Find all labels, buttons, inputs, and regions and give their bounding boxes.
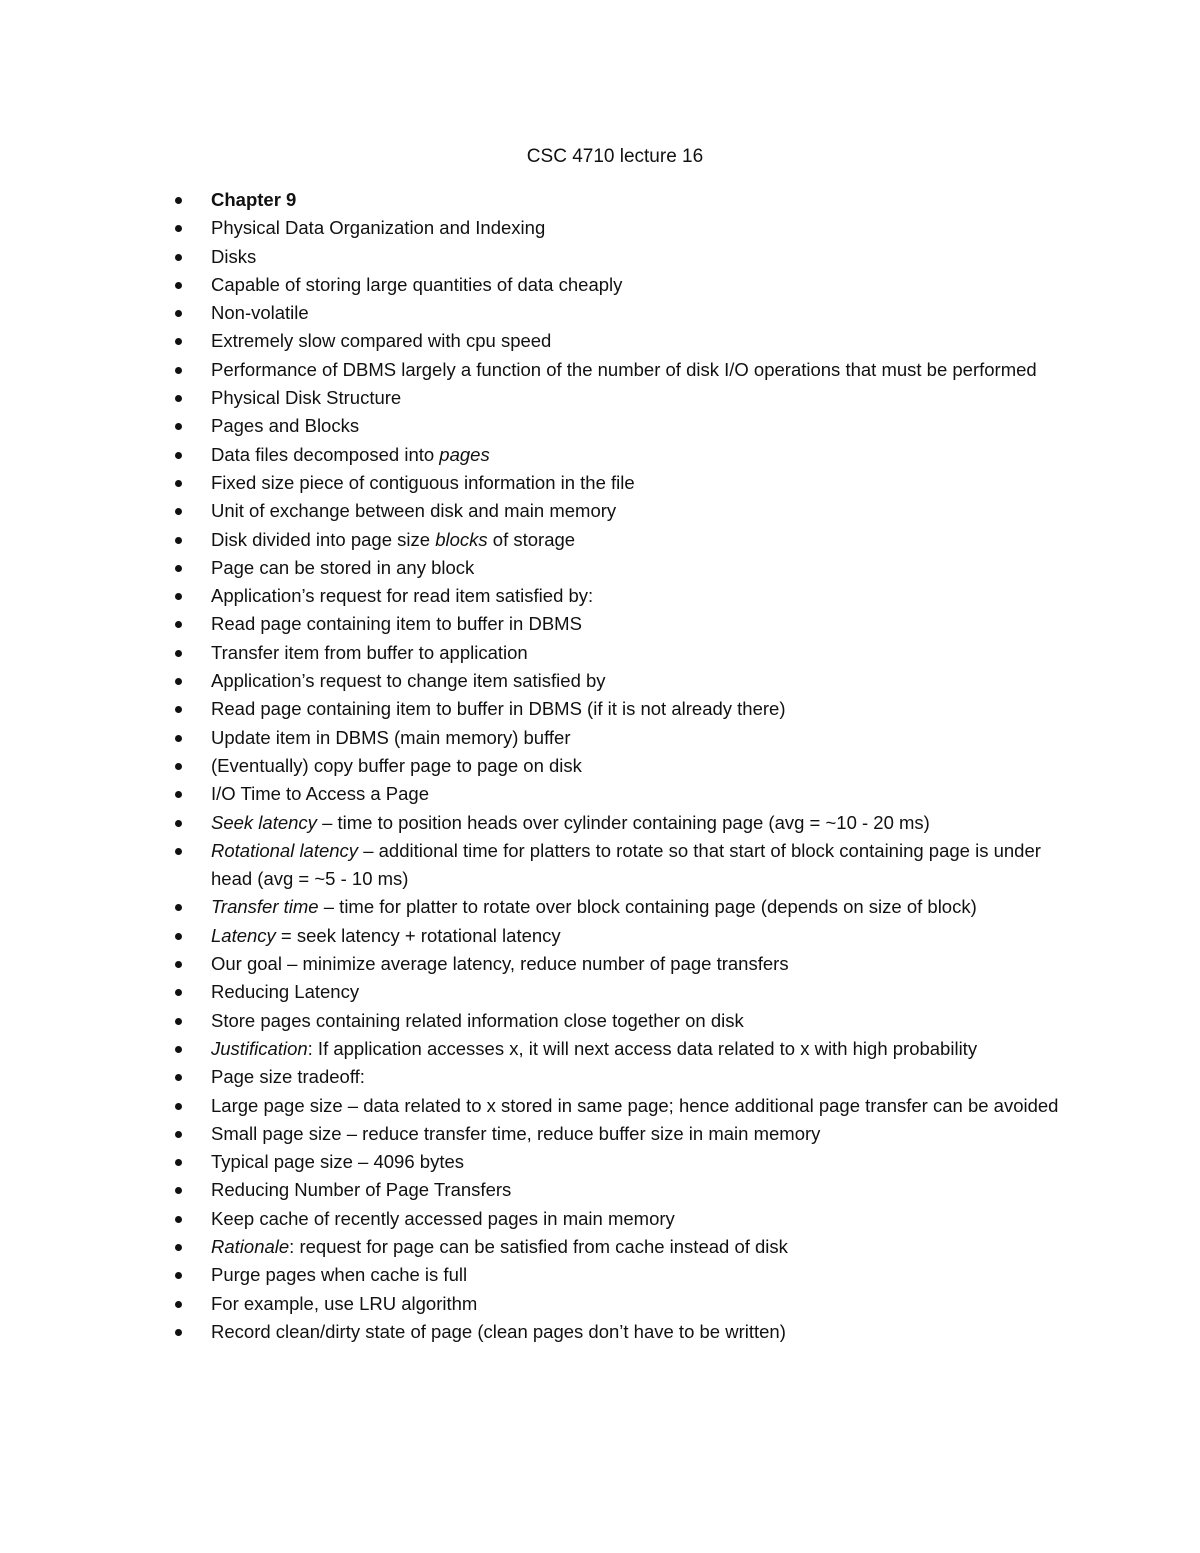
list-item-emphasis: blocks: [435, 528, 488, 550]
bullet-dot-icon: [175, 820, 182, 827]
list-item-body: – time for platter to rotate over block containing page (depends on size of block): [318, 896, 977, 918]
bullet-dot-icon: [175, 735, 182, 742]
list-item-text: [211, 639, 1070, 667]
list-item-emphasis: Seek latency: [211, 811, 317, 833]
list-item-text: [211, 327, 1070, 355]
list-item-text: [211, 1148, 1070, 1176]
bullet-dot-icon: [175, 678, 182, 685]
list-item: [0, 441, 1200, 469]
bullet-dot-icon: [175, 1103, 182, 1110]
list-item-emphasis: pages: [439, 443, 490, 465]
list-item: [0, 214, 1200, 242]
list-item-body: Small page size – reduce transfer time, reduce buffer size in main memory: [211, 1122, 821, 1144]
list-item-text: [211, 554, 1070, 582]
list-item-body: : request for page can be satisfied from cache instead of disk: [289, 1235, 788, 1257]
bullet-dot-icon: [175, 310, 182, 317]
list-item-emphasis: Rationale: [211, 1235, 290, 1257]
list-item-text: [211, 271, 1070, 299]
bullet-dot-icon: [175, 197, 182, 204]
list-item: [0, 1261, 1200, 1289]
list-item: [0, 922, 1200, 950]
list-item-text: [211, 214, 1070, 242]
list-item: [0, 384, 1200, 412]
list-item: [0, 1318, 1200, 1346]
list-item-prefix: Disk divided into page size: [211, 528, 436, 550]
list-item-body: = seek latency + rotational latency: [275, 924, 561, 946]
bullet-dot-icon: [175, 423, 182, 430]
list-item: [0, 1007, 1200, 1035]
page-title: CSC 4710 lecture 16: [526, 146, 704, 167]
bullet-dot-icon: [175, 1329, 182, 1336]
list-item-body: Application’s request to change item satisfied by: [211, 670, 606, 692]
list-item-text: [211, 809, 1070, 837]
list-item: [0, 1092, 1200, 1120]
list-item-text: [211, 1063, 1070, 1091]
bullet-dot-icon: [175, 989, 182, 996]
bullet-dot-icon: [175, 282, 182, 289]
list-item: [0, 780, 1200, 808]
list-item-text: [211, 893, 1070, 921]
list-item-text: [211, 1007, 1070, 1035]
list-item: [0, 1035, 1200, 1063]
list-item: [0, 327, 1200, 355]
list-item: [0, 526, 1200, 554]
bullet-dot-icon: [175, 395, 182, 402]
bullet-dot-icon: [175, 508, 182, 515]
bullet-dot-icon: [175, 1187, 182, 1194]
list-item: [0, 1176, 1200, 1204]
bullet-dot-icon: [175, 452, 182, 459]
list-item: [0, 837, 1200, 894]
bullet-dot-icon: [175, 791, 182, 798]
bullet-dot-icon: [175, 338, 182, 345]
list-item-text: [211, 384, 1070, 412]
list-item: [0, 497, 1200, 525]
list-item-body: Reducing Number of Page Transfers: [211, 1179, 512, 1201]
list-item-body: Fixed size piece of contiguous information in the file: [211, 471, 635, 493]
list-item-body: Keep cache of recently accessed pages in main memory: [211, 1207, 675, 1229]
list-item: [0, 1148, 1200, 1176]
list-item: [0, 243, 1200, 271]
list-item-text: [211, 526, 1070, 554]
list-item-body: – additional time for platters to rotate so that start of block containing page is under head (avg = ~5 - 10 ms): [211, 839, 1041, 890]
list-item: [0, 752, 1200, 780]
list-item-body: Unit of exchange between disk and main memory: [211, 500, 617, 522]
bullet-dot-icon: [175, 1018, 182, 1025]
list-item-body: : If application accesses x, it will next access data related to x with high probability: [307, 1037, 978, 1059]
bullet-list: [0, 186, 1200, 1346]
list-item-text: [211, 412, 1070, 440]
list-item: [0, 950, 1200, 978]
bullet-dot-icon: [175, 650, 182, 657]
list-item-text: [211, 1035, 1070, 1063]
list-item-text: [211, 1120, 1070, 1148]
bullet-dot-icon: [175, 593, 182, 600]
list-item-body: (Eventually) copy buffer page to page on disk: [211, 754, 582, 776]
list-item-body: For example, use LRU algorithm: [211, 1292, 478, 1314]
list-item: [0, 356, 1200, 384]
list-item-body: Read page containing item to buffer in DBMS: [211, 613, 582, 635]
list-item-body: Transfer item from buffer to application: [211, 641, 528, 663]
list-item: [0, 695, 1200, 723]
list-item: [0, 299, 1200, 327]
bullet-dot-icon: [175, 904, 182, 911]
list-item: [0, 271, 1200, 299]
bullet-dot-icon: [175, 933, 182, 940]
list-item: [0, 978, 1200, 1006]
bullet-dot-icon: [175, 1046, 182, 1053]
list-item-body: Read page containing item to buffer in DBMS (if it is not already there): [211, 698, 786, 720]
list-item-body: Large page size – data related to x stored in same page; hence additional page transfer can be avoided: [211, 1094, 1059, 1116]
list-item-emphasis: Latency: [211, 924, 276, 946]
list-item-body: Our goal – minimize average latency, reduce number of page transfers: [211, 953, 789, 975]
list-item-text: [211, 1318, 1070, 1346]
list-item-body: Performance of DBMS largely a function of the number of disk I/O operations that must be performed: [211, 358, 1037, 380]
list-item: [0, 582, 1200, 610]
bullet-dot-icon: [175, 480, 182, 487]
list-item-body: Non-volatile: [211, 302, 309, 324]
list-item-body: – time to position heads over cylinder containing page (avg = ~10 - 20 ms): [316, 811, 930, 833]
list-item-body: Application’s request for read item satisfied by:: [211, 585, 594, 607]
list-item-body: Reducing Latency: [211, 981, 360, 1003]
list-item-body: Purge pages when cache is full: [211, 1264, 468, 1286]
bullet-dot-icon: [175, 961, 182, 968]
bullet-dot-icon: [175, 1159, 182, 1166]
bullet-dot-icon: [175, 367, 182, 374]
list-item-text: [211, 1092, 1070, 1120]
list-item-text: [211, 922, 1070, 950]
list-item-text: [211, 469, 1070, 497]
list-item-body: I/O Time to Access a Page: [211, 783, 429, 805]
list-item: [0, 1290, 1200, 1318]
list-item-text: [211, 356, 1070, 384]
list-item: [0, 809, 1200, 837]
list-item-body: Page can be stored in any block: [211, 556, 475, 578]
list-item-text: [211, 950, 1070, 978]
bullet-dot-icon: [175, 763, 182, 770]
list-item-body: Physical Disk Structure: [211, 387, 402, 409]
list-item: [0, 610, 1200, 638]
list-item-body: Page size tradeoff:: [211, 1066, 365, 1088]
list-item: [0, 554, 1200, 582]
list-item-text: [211, 780, 1070, 808]
list-item-emphasis: Justification: [211, 1037, 308, 1059]
bullet-dot-icon: [175, 1216, 182, 1223]
list-item: [0, 724, 1200, 752]
bullet-dot-icon: [175, 1272, 182, 1279]
list-item-prefix: Data files decomposed into: [211, 443, 440, 465]
list-item: [0, 1063, 1200, 1091]
list-item-body: Extremely slow compared with cpu speed: [211, 330, 552, 352]
list-item-emphasis: Transfer time: [211, 896, 319, 918]
list-item: [0, 186, 1200, 214]
list-item-text: [211, 1205, 1070, 1233]
list-item-text: [211, 441, 1070, 469]
list-item-text: [211, 837, 1070, 894]
list-item-body: Typical page size – 4096 bytes: [211, 1151, 464, 1173]
bullet-dot-icon: [175, 1301, 182, 1308]
bullet-dot-icon: [175, 706, 182, 713]
list-item: [0, 893, 1200, 921]
list-item: [0, 1120, 1200, 1148]
bullet-dot-icon: [175, 254, 182, 261]
list-item-text: [211, 582, 1070, 610]
list-item: [0, 639, 1200, 667]
list-item-text: [211, 695, 1070, 723]
list-item: [0, 667, 1200, 695]
list-item-body: Store pages containing related information close together on disk: [211, 1009, 744, 1031]
list-item-text: [211, 752, 1070, 780]
list-item-body: Record clean/dirty state of page (clean pages don’t have to be written): [211, 1320, 786, 1342]
list-item-text: [211, 1290, 1070, 1318]
list-item-body: Capable of storing large quantities of data cheaply: [211, 273, 623, 295]
list-item-text: [211, 243, 1070, 271]
list-item-body: Physical Data Organization and Indexing: [211, 217, 546, 239]
list-item-emphasis: Rotational latency: [211, 839, 359, 861]
bullet-dot-icon: [175, 565, 182, 572]
bullet-dot-icon: [175, 225, 182, 232]
list-item: [0, 469, 1200, 497]
list-item-text: [211, 497, 1070, 525]
list-item: [0, 412, 1200, 440]
bullet-dot-icon: [175, 1074, 182, 1081]
list-item-text: [211, 1261, 1070, 1289]
list-item-text: [211, 724, 1070, 752]
list-item: [0, 1233, 1200, 1261]
bullet-dot-icon: [175, 1244, 182, 1251]
list-item-body: Chapter 9: [211, 189, 297, 210]
list-item-body: of storage: [487, 528, 576, 550]
list-item: [0, 1205, 1200, 1233]
list-item-text: [211, 1176, 1070, 1204]
list-item-body: Pages and Blocks: [211, 415, 360, 437]
bullet-dot-icon: [175, 537, 182, 544]
list-item-text: [211, 299, 1070, 327]
list-item-text: [211, 610, 1070, 638]
list-item-text: [211, 667, 1070, 695]
list-item-body: Disks: [211, 245, 257, 267]
bullet-dot-icon: [175, 848, 182, 855]
list-item-text: [211, 186, 1070, 214]
list-item-body: Update item in DBMS (main memory) buffer: [211, 726, 571, 748]
bullet-dot-icon: [175, 621, 182, 628]
bullet-dot-icon: [175, 1131, 182, 1138]
list-item-text: [211, 978, 1070, 1006]
list-item-text: [211, 1233, 1070, 1261]
